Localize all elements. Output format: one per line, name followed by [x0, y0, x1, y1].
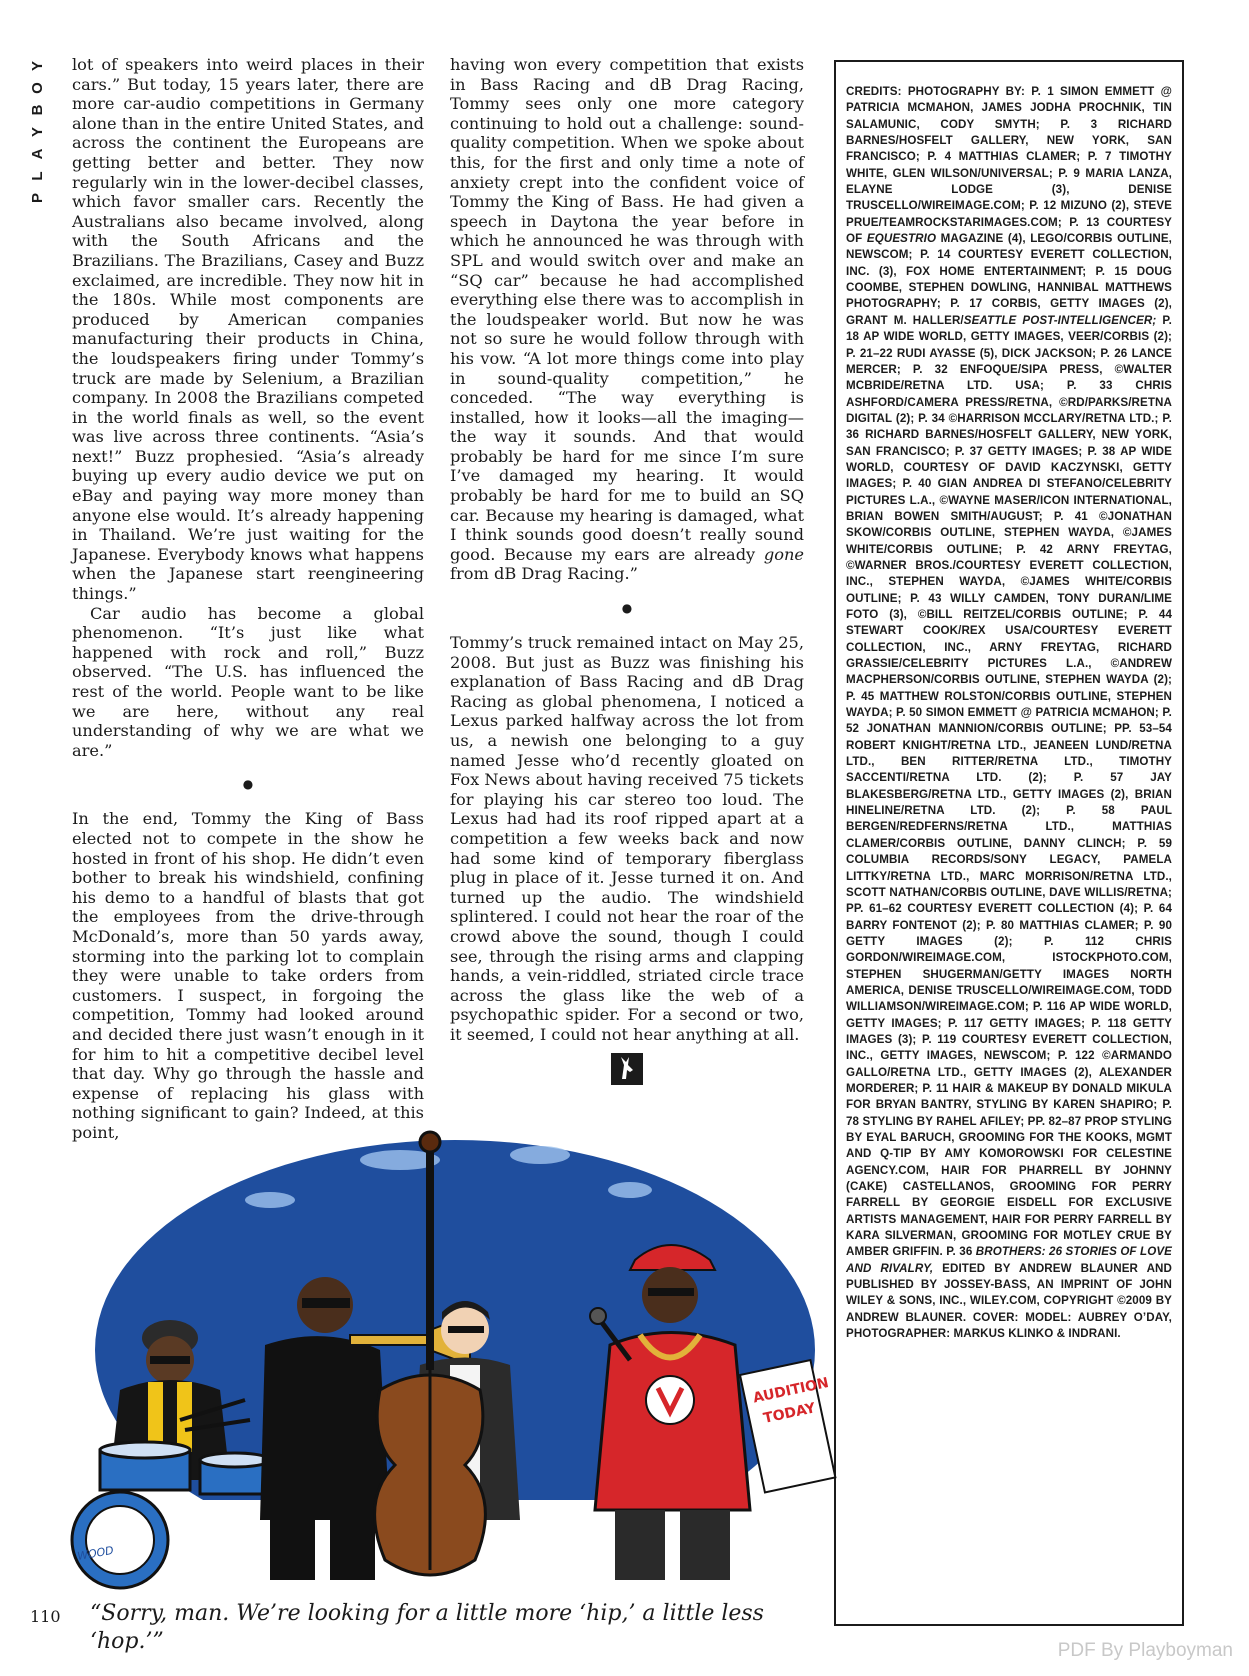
credits-text-italic: SEATTLE POST-INTELLIGENCER; [963, 313, 1157, 327]
magazine-logo-letter: O [29, 82, 46, 94]
article-paragraph [450, 55, 804, 584]
artist-signature: WOOD [76, 1543, 115, 1563]
credits-text: P. 18 AP WIDE WORLD, GETTY IMAGES, VEER/CORBIS (2); P. 21–22 RUDI AYASSE (5), DICK JACKSON; P. 26 LANCE MERCER; P. 32 ENFOQUE/SIPA PRESS, ©WALTER MCBRIDE/RETNA LTD. USA; P. 33 CHRIS ASHFORD/CAMERA PRESS/RETNA, ©RD/PARKS/RETNA DIGITAL (2); P. 34 ©HARRISON MCCLARY/RETNA LTD.; P. 36 RICHARD BARNES/HOSFELT GALLERY, NEW YORK, SAN FRANCISCO; P. 37 GETTY IMAGES; P. 38 AP WIDE WORLD, COURTESY OF DAVID KACZYNSKI, GETTY IMAGES; P. 40 GIAN ANDREA DI STEFANO/CELEBRITY PICTURES L.A., ©WAYNE MASER/ICON INTERNATIONAL, BRIAN BOWEN SMITH/AUGUST; P. 41 ©JONATHAN SKOW/CORBIS OUTLINE, STEPHEN WAYDA, ©JAMES WHITE/CORBIS OUTLINE; P. 42 ARNY FREYTAG, ©WARNER BROS./COURTESY EVERETT COLLECTION, INC., STEPHEN WAYDA, ©JAMES WHITE/CORBIS OUTLINE; P. 43 WILLY CAMDEN, TONY DURAN/LIME FOTO (3), ©BILL REITZEL/CORBIS OUTLINE; P. 44 STEWART COOK/REX USA/COURTESY EVERETT COLLECTION, INC., ARNY FREYTAG, RICHARD GRASSIE/CELEBRITY PICTURES L.A., ©ANDREW MACPHERSON/CORBIS OUTLINE, STEPHEN WAYDA (2); P. 45 MATTHEW ROLSTON/CORBIS OUTLINE, STEPHEN WAYDA; P. 50 SIMON EMMETT @ PATRICIA MCMAHON; P. 52 JONATHAN MANNION/CORBIS OUTLINE; PP. 53–54 ROBERT KNIGHT/RETNA LTD., JEANEEN LUND/RETNA LTD., BEN RITTER/RETNA LTD., TIMOTHY SACCENTI/RETNA LTD. (2); P. 57 JAY BLAKESBERG/RETNA LTD., GETTY IMAGES (2), BRIAN HINELINE/RETNA LTD. (2); P. 58 PAUL BERGEN/REDFERNS/RETNA LTD., MATTHIAS CLAMER/CORBIS OUTLINE, DANNY CLINCH; P. 59 COLUMBIA RECORDS/SONY LEGACY, PAMELA LITTKY/RETNA LTD., MARC MORRISON/RETNA LTD., SCOTT NATHAN/CORBIS OUTLINE, DAVE WILLIS/RETNA; PP. 61–62 COURTESY EVERETT COLLECTION (4); P. 64 BARRY FONTENOT (2); P. 80 MATTHIAS CLAMER; P. 90 GETTY IMAGES (2); P. 112 CHRIS GORDON/WIREIMAGE.COM, ISTOCKPHOTO.COM, STEPHEN SHUGERMAN/GETTY IMAGES NORTH AMERICA, DENISE TRUSCELLO/WIREIMAGE.COM, TODD WILLIAMSON/WIREIMAGE.COM; P. 116 AP WIDE WORLD, GETTY IMAGES; P. 117 GETTY IMAGES; P. 118 GETTY IMAGES (3); P. 119 COURTESY EVERETT COLLECTION, INC., GETTY IMAGES, NEWSCOM; P. 122 ©ARMANDO GALLO/RETNA LTD., GETTY IMAGES (2), ALEXANDER MORDERER; P. 11 HAIR & MAKEUP BY DONALD MIKULA FOR BRYAN BANTRY, STYLING BY KAREN SHAPIRO; P. 78 STYLING BY RAHEL AFILEY; PP. 82–87 PROP STYLING BY EYAL BARUCH, GROOMING FOR THE KOOKS, MGMT AND Q-TIP BY AMY KOMOROWSKI FOR CELESTINE AGENCY.COM, HAIR FOR PHARRELL BY JOHNNY (CAKE) CASTELLANOS, GROOMING FOR PERRY FARRELL BY GEORGIE EISDELL FOR EXCLUSIVE ARTISTS MANAGEMENT, HAIR FOR PERRY FARRELL BY KARA SILVERMAN, GROOMING FOR MOTLEY CRUE BY AMBER GRIFFIN. P. 36 [846, 313, 1173, 1259]
article-paragraph: Tommy’s truck remained intact on May 25, 2008. But just as Buzz was finishing his explanation of Bass Racing and dB Drag Racing as global phenomena, I noticed a Lexus parked halfway across the lot from us, a newish one belonging to a guy named Jesse who’d recently gloated on Fox News about having received 75 tickets for playing his car stereo too loud. The Lexus had had its roof ripped apart at a competition a few weeks back and now had some kind of temporary fiberglass plug in place of it. Jesse turned it on. And turned up the audio. The windshield splintered. I could not hear the roar of the crowd above the sound, though I could see, through the rising arms and clapping hands, a vein-riddled, striated circle trace across the glass like the web of a psychopathic spider. For a second or two, it seemed, I could not hear anything at all. [450, 633, 804, 1044]
credits-text: CREDITS: PHOTOGRAPHY BY: P. 1 SIMON EMMETT @ PATRICIA MCMAHON, JAMES JODHA PROCHNIK, TIN SALAMUNIC, CODY SMYTH; P. 3 RICHARD BARNES/HOSFELT GALLERY, NEW YORK, SAN FRANCISCO; P. 4 MATTHIAS CLAMER; P. 7 TIMOTHY WHITE, GLEN WILSON/UNIVERSAL; P. 9 MARIA LANZA, ELAYNE LODGE (3), DENISE TRUSCELLO/WIREIMAGE.COM; P. 12 MIZUNO (2), STEVE PRUE/TEAMROCKSTARIMAGES.COM; P. 13 COURTESY OF [846, 85, 1172, 246]
magazine-logo-vertical [28, 55, 48, 209]
audition-sign-line1: AUDITION [751, 1374, 831, 1407]
article-column-1 [72, 55, 424, 1142]
text-run: having won every competition that exists in Bass Racing and dB Drag Racing, Tommy sees only one more category continuing to hold out a challenge: sound-quality competition. When we spoke about this, for the first and only time a note of anxiety crept into the confident voice of Tommy the King of Bass. He had given a speech in Daytona the year before in which he announced he was through with SPL and would switch over and make an “SQ car” because he had accomplished everything else there was to accomplish in the loudspeaker world. But now he was not so sure he would follow through with his vow. “A lot more things come into play in sound-quality competition,” he conceded. “The way everything is installed, how it looks—all the imaging—the way it sounds. And that would probably be hard for me since I’m sure I’ve damaged my hearing. It would probably be hard for me to build an SQ car. Because my hearing is damaged, what I think sounds good doesn’t really sound good. Because my ears are already [450, 55, 804, 564]
credits-text-italic: EQUESTRIO [866, 232, 937, 246]
credits-text-italic: BROTHERS: 26 STORIES OF LOVE AND RIVALRY, [846, 1245, 1172, 1275]
magazine-logo-letter: L [29, 171, 46, 181]
section-separator [72, 774, 424, 793]
bunny-end-mark-icon [611, 1053, 643, 1085]
magazine-logo-text [28, 55, 48, 209]
magazine-logo-letter: A [29, 148, 46, 160]
magazine-logo-letter: B [29, 104, 46, 116]
cartoon-caption: “Sorry, man. We’re looking for a little more ‘hip,’ a little less ‘hop.’” [90, 1601, 764, 1654]
section-separator [450, 598, 804, 617]
article-paragraph: In the end, Tommy the King of Bass elected not to compete in the show he hosted in front of his shop. He didn’t even bother to break his windshield, confining his demo to a handful of blasts that got the employees from the drive-through McDonald’s, more than 50 yards away, storming into the parking lot to complain they were unable to take orders from customers. I suspect, in forgoing the competition, Tommy had looked around and decided there just wasn’t enough in it for him to hit a competitive decibel level that day. Why go through the hassle and expense of replacing his glass with nothing significant to gain? Indeed, at this point, [72, 809, 424, 1142]
cartoon-illustration [70, 1120, 831, 1588]
text-run: from dB Drag Racing.” [450, 564, 638, 584]
article-paragraph: Car audio has become a global phenomenon. “It’s just like what happened with rock and roll,” Buzz observed. “The U.S. has influenced the rest of the world. People want to be like we are here, without any real understanding of why we are what we are.” [72, 603, 424, 760]
magazine-logo-letter: Y [29, 61, 46, 72]
magazine-logo-letter: P [29, 193, 46, 204]
credits-text: EDITED BY ANDREW BLAUNER AND PUBLISHED BY JOSSEY-BASS, AN IMPRINT OF JOHN WILEY & SONS, INC., WILEY.COM, COPYRIGHT ©2009 BY ANDREW BLAUNER. COVER: MODEL: AUBREY O’DAY, PHOTOGRAPHER: MARKUS KLINKO & INDRANI. [846, 1261, 1172, 1341]
magazine-logo-letter: Y [29, 127, 46, 138]
audition-sign [740, 1357, 848, 1492]
credits-text: MAGAZINE (4), LEGO/CORBIS OUTLINE, NEWSCOM; P. 14 COURTESY EVERETT COLLECTION, INC. (3), FOX HOME ENTERTAINMENT; P. 15 DOUG COOMBE, STEPHEN DOWLING, HANNIBAL MATTHEWS PHOTOGRAPHY; P. 17 CORBIS, GETTY IMAGES (2), GRANT M. HALLER/ [846, 232, 1172, 327]
pdf-watermark: PDF By Playboyman [1057, 1640, 1233, 1661]
article-column-2 [450, 55, 804, 1085]
page-number: 110 [30, 1607, 61, 1626]
text-run-italic: gone [763, 544, 804, 564]
article-paragraph: lot of speakers into weird places in their cars.” But today, 15 years later, there are more car-audio competitions in Germany alone than in the entire United States, and across the continent the Europeans are getting better and better. They now regularly win in the lower-decibel classes, which favor smaller cars. Recently the Australians also became involved, along with the South Africans and the Brazilians. The Brazilians, Casey and Buzz exclaimed, are incredible. They now hit in the 180s. While most components are produced by American companies manufacturing their products in China, the loudspeakers firing under Tommy’s truck are made by Selenium, a Brazilian company. In 2008 the Brazilians competed in the world finals as well, so the event was live across three continents. “Asia’s next!” Buzz prophesied. “Asia’s already buying up every audio device we put on eBay and paying way more money than anyone else would. It’s already happening in Thailand. We’re just waiting for the Japanese. Everybody knows what happens when the Japanese start reengineering things.” [72, 55, 424, 604]
photo-credits-box [834, 60, 1184, 1626]
audition-sign-line2: TODAY [762, 1400, 817, 1427]
